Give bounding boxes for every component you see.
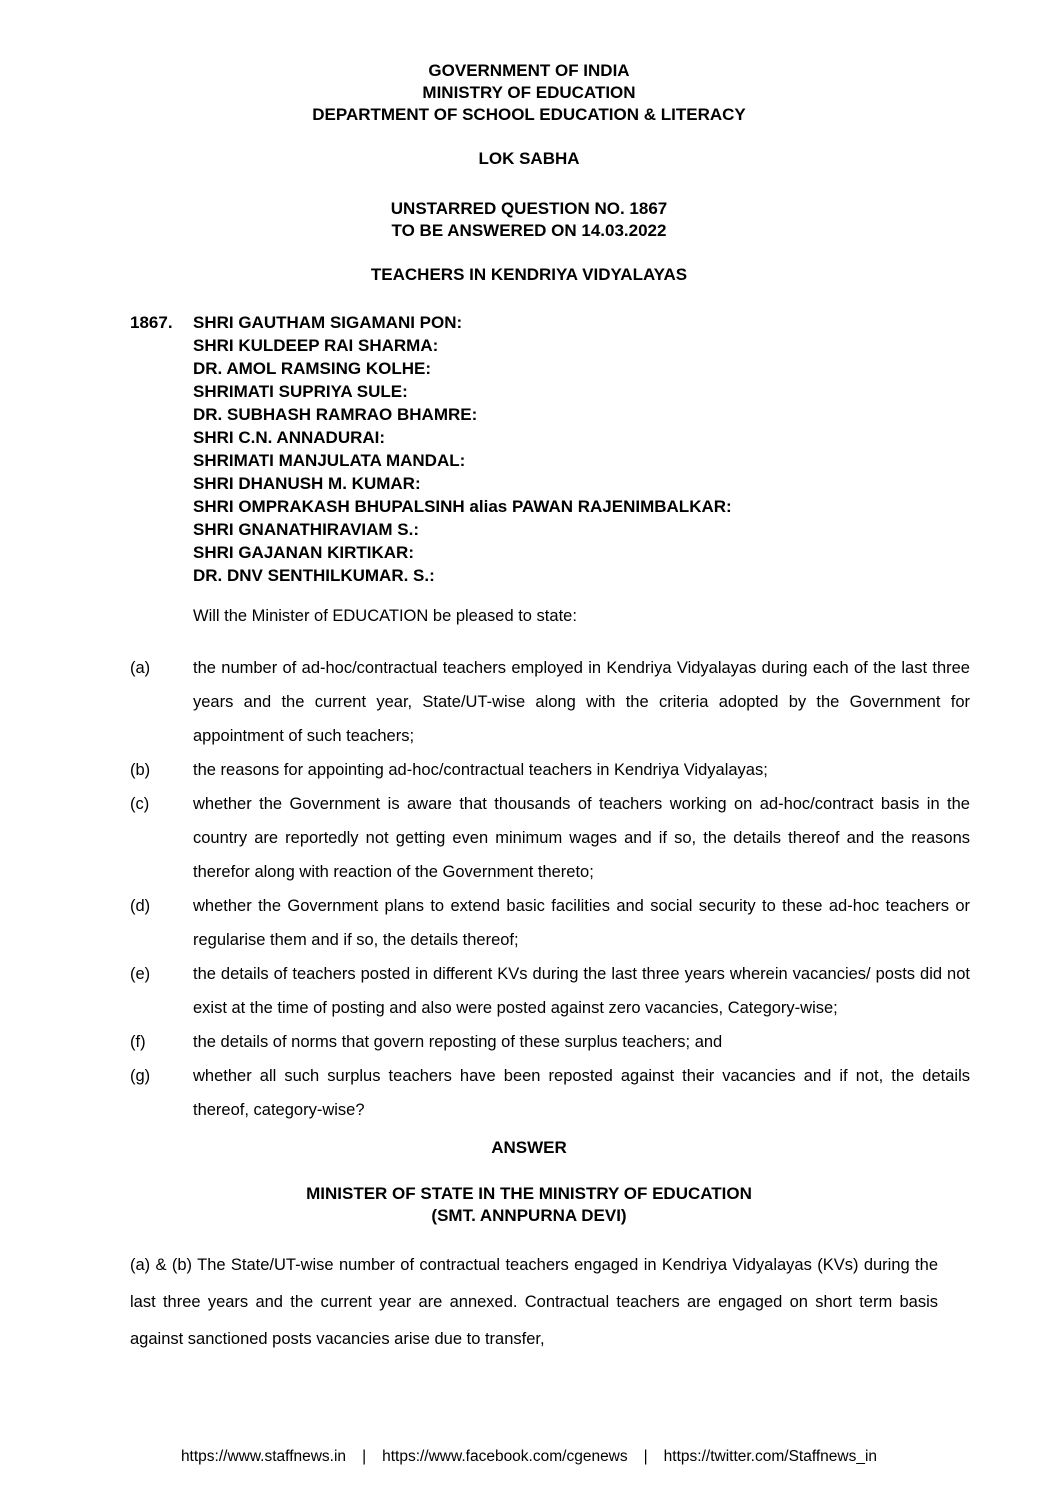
footer-link-twitter[interactable]: https://twitter.com/Staffnews_in xyxy=(663,1448,878,1465)
question-item-e xyxy=(130,957,970,1025)
member-name: DR. SUBHASH RAMRAO BHAMRE: xyxy=(193,405,478,424)
footer-separator: | xyxy=(643,1448,648,1465)
question-item-label: (d) xyxy=(130,897,151,915)
member-name: SHRIMATI MANJULATA MANDAL: xyxy=(193,451,466,470)
member-name: DR. AMOL RAMSING KOLHE: xyxy=(193,359,431,378)
footer-separator: | xyxy=(362,1448,367,1465)
department-title: DEPARTMENT OF SCHOOL EDUCATION & LITERACY xyxy=(312,105,746,124)
question-item-b xyxy=(130,753,970,787)
question-item-text: the details of norms that govern reposting of these surplus teachers; and xyxy=(193,1033,723,1051)
question-item-label: (f) xyxy=(130,1033,146,1051)
question-item-c xyxy=(130,787,970,889)
question-item-a xyxy=(130,651,970,753)
question-item-f xyxy=(130,1025,970,1059)
member-name: SHRI GAUTHAM SIGAMANI PON: xyxy=(193,313,463,332)
member-name: SHRIMATI SUPRIYA SULE: xyxy=(193,382,408,401)
government-title: GOVERNMENT OF INDIA xyxy=(428,61,630,80)
question-item-text: whether all such surplus teachers have been reposted against their vacancies and if not, the details thereof, category-wise? xyxy=(193,1067,970,1119)
members-block xyxy=(130,311,970,587)
answer-heading: ANSWER xyxy=(491,1138,567,1157)
question-item-d xyxy=(130,889,970,957)
question-item-text: the reasons for appointing ad-hoc/contractual teachers in Kendriya Vidyalayas; xyxy=(193,761,768,779)
member-name: SHRI GAJANAN KIRTIKAR: xyxy=(193,543,414,562)
member-name: DR. DNV SENTHILKUMAR. S.: xyxy=(193,566,435,585)
question-list xyxy=(130,651,970,1127)
question-item-label: (g) xyxy=(130,1067,151,1085)
house-title: LOK SABHA xyxy=(478,149,580,168)
members-list xyxy=(193,311,732,587)
question-item-g xyxy=(130,1059,970,1127)
question-number: 1867. xyxy=(130,313,173,332)
member-name: SHRI DHANUSH M. KUMAR: xyxy=(193,474,421,493)
minister-block xyxy=(0,1183,1058,1227)
footer-link-staffnews[interactable]: https://www.staffnews.in xyxy=(180,1448,347,1465)
document-header xyxy=(0,0,1058,286)
minister-title: MINISTER OF STATE IN THE MINISTRY OF EDUCATION xyxy=(306,1184,752,1203)
ministry-title: MINISTRY OF EDUCATION xyxy=(422,83,636,102)
minister-name: (SMT. ANNPURNA DEVI) xyxy=(431,1206,627,1225)
intro-text: Will the Minister of EDUCATION be pleased to state: xyxy=(193,607,577,625)
member-name: SHRI OMPRAKASH BHUPALSINH alias PAWAN RAJENIMBALKAR: xyxy=(193,497,732,516)
member-name: SHRI GNANATHIRAVIAM S.: xyxy=(193,520,420,539)
footer-link-facebook[interactable]: https://www.facebook.com/cgenews xyxy=(382,1448,628,1465)
question-item-label: (a) xyxy=(130,659,151,677)
question-item-label: (e) xyxy=(130,965,151,983)
answer-date-line: TO BE ANSWERED ON 14.03.2022 xyxy=(391,221,667,240)
question-number-line: UNSTARRED QUESTION NO. 1867 xyxy=(390,199,668,218)
question-item-label: (b) xyxy=(130,761,151,779)
question-item-text: the number of ad-hoc/contractual teachers employed in Kendriya Vidyalayas during each of the last three years and the current year, State/UT-wise along with the criteria adopted by the Government for appointment of such teachers; xyxy=(193,659,970,745)
member-name: SHRI KULDEEP RAI SHARMA: xyxy=(193,336,439,355)
question-item-text: whether the Government is aware that thousands of teachers working on ad-hoc/contract basis in the country are reportedly not getting even minimum wages and if so, the details thereof and the reasons therefor along with reaction of the Government thereto; xyxy=(193,795,970,881)
question-item-label: (c) xyxy=(130,795,150,813)
question-item-text: whether the Government plans to extend basic facilities and social security to these ad-hoc teachers or regularise them and if so, the details thereof; xyxy=(193,897,970,949)
member-name: SHRI C.N. ANNADURAI: xyxy=(193,428,386,447)
answer-paragraph: (a) & (b) The State/UT-wise number of contractual teachers engaged in Kendriya Vidyalayas (KVs) during the last three years and the current year are annexed. Contractual teachers are engaged on short term basis against sanctioned posts vacancies arise due to transfer, xyxy=(130,1256,938,1348)
subject-title: TEACHERS IN KENDRIYA VIDYALAYAS xyxy=(370,265,688,284)
page-footer xyxy=(0,1448,1058,1466)
question-item-text: the details of teachers posted in different KVs during the last three years wherein vacancies/ posts did not exist at the time of posting and also were posted against zero vacancies, Category-wise; xyxy=(193,965,970,1017)
